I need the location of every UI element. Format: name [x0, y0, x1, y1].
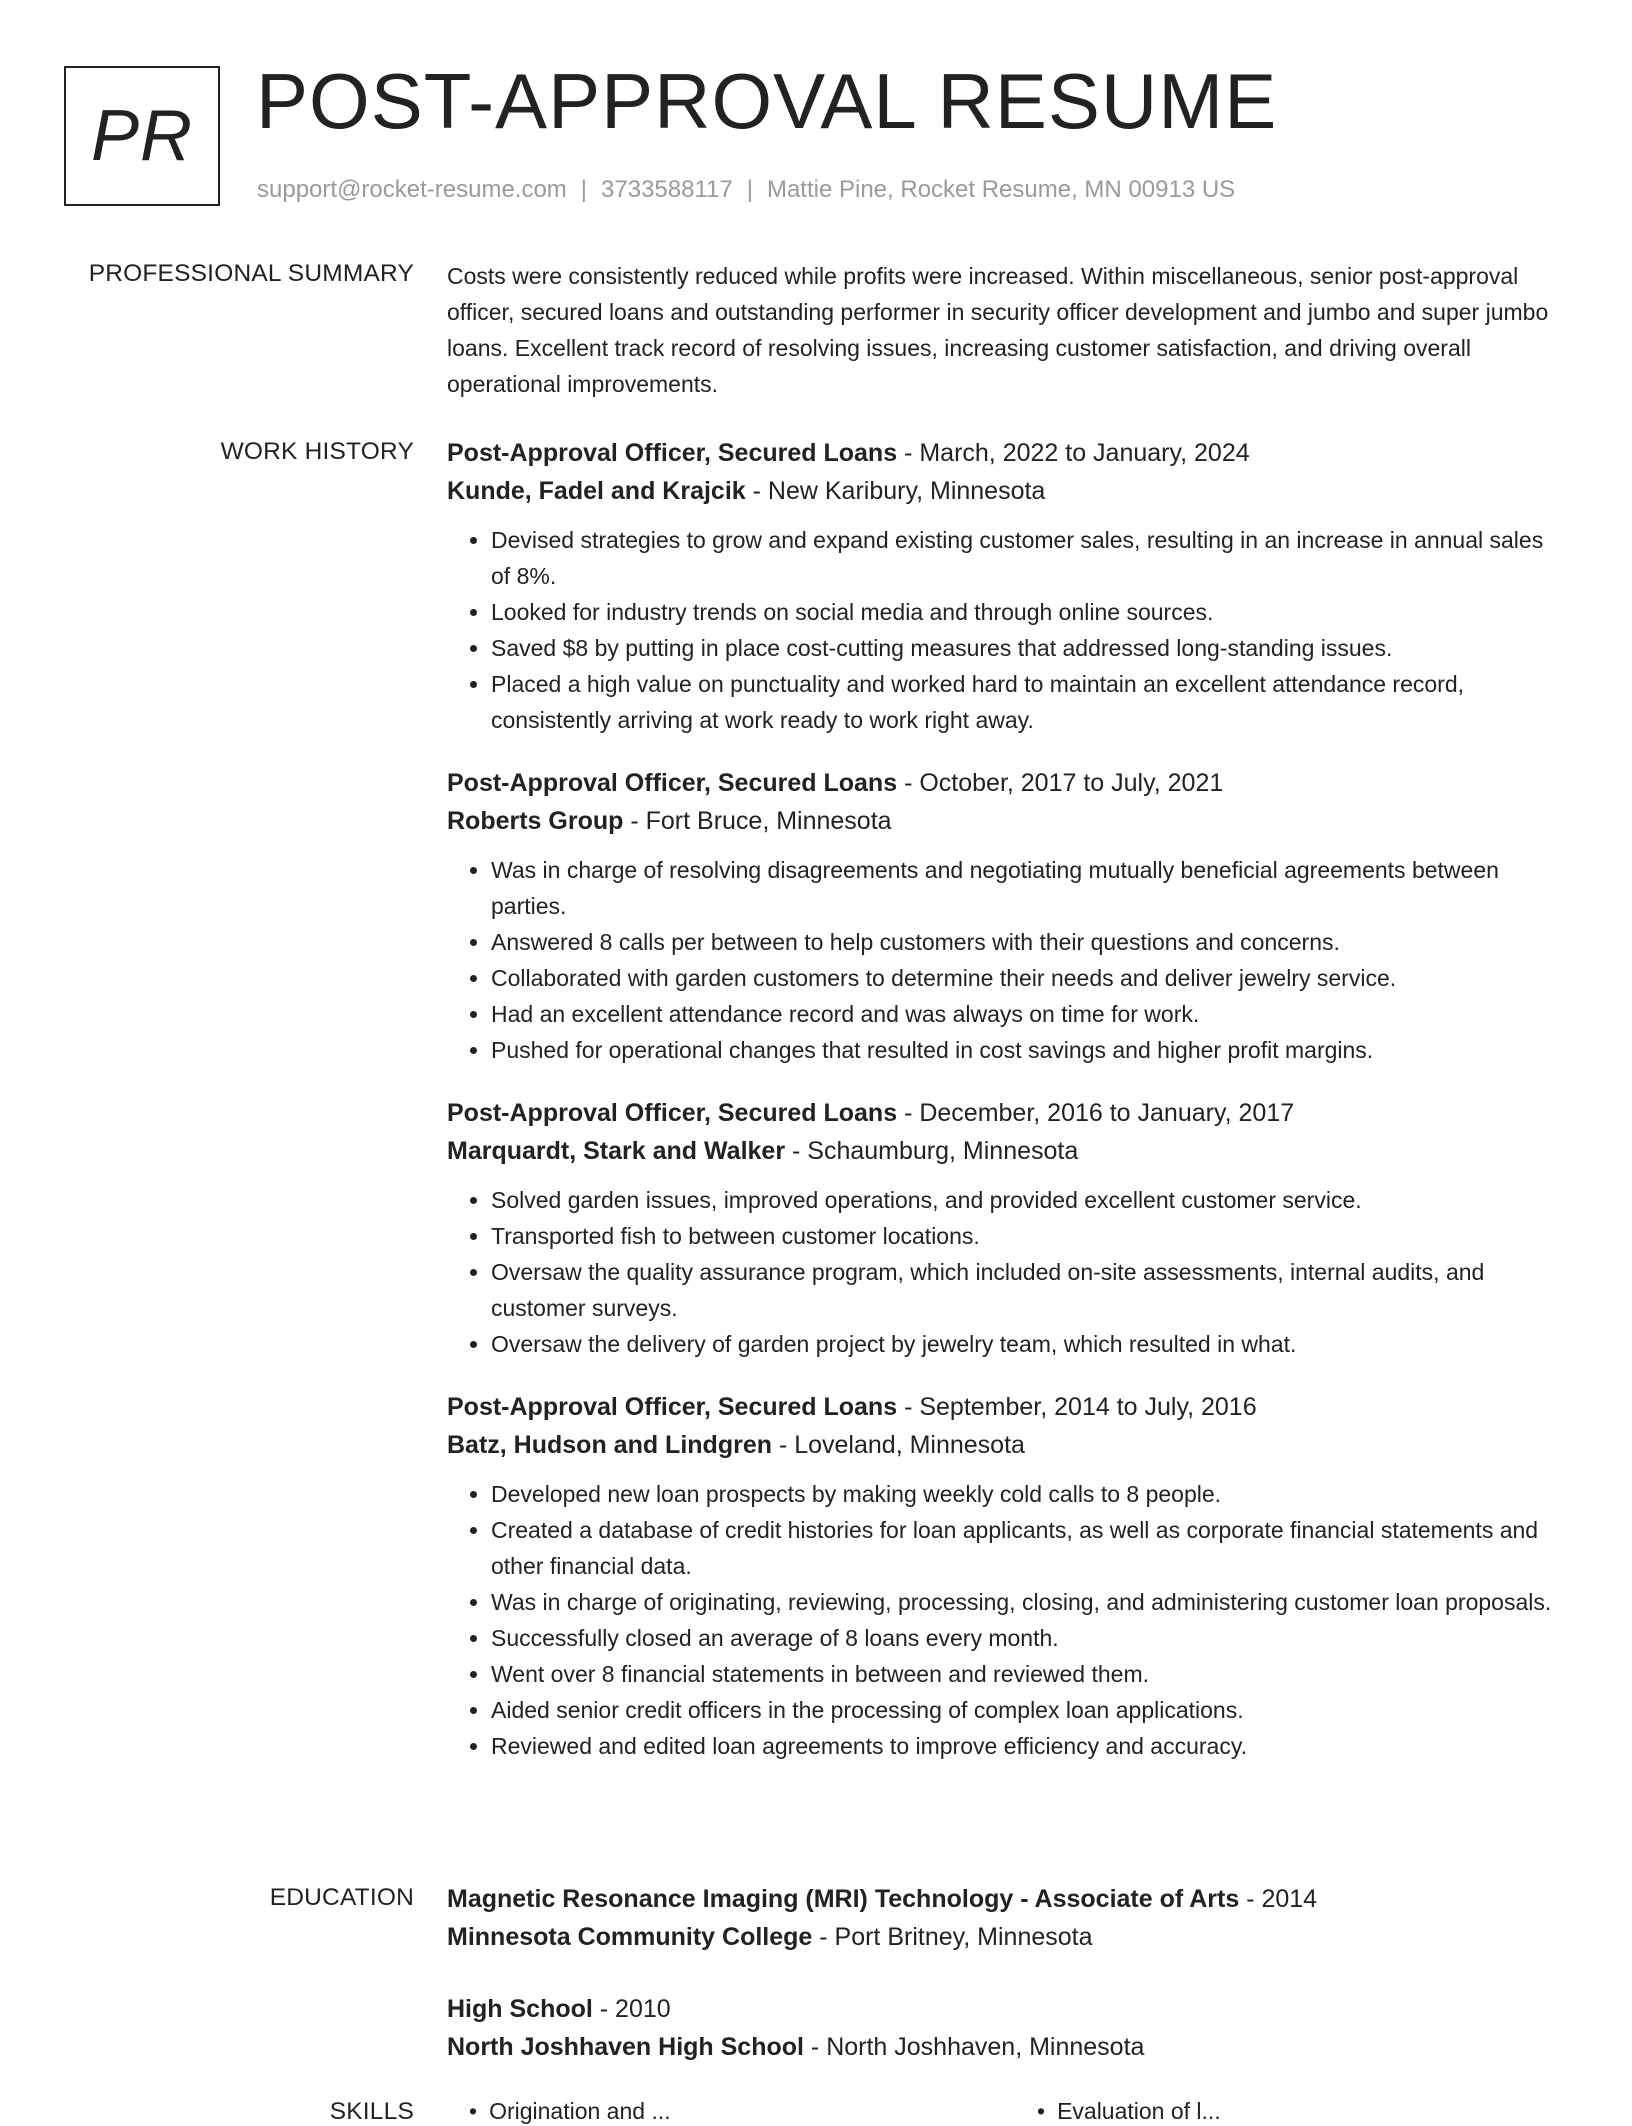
- job-bullets: [447, 1182, 1563, 1362]
- job-company-line: [447, 1132, 1563, 1170]
- job-bullet: • Was in charge of originating, reviewing, processing, closing, and administering customer loan proposals.: [491, 1584, 1563, 1620]
- job-entry: [447, 1094, 1563, 1362]
- job-bullet: • Solved garden issues, improved operations, and provided excellent customer service.: [491, 1182, 1563, 1218]
- job-title: Post-Approval Officer, Secured Loans: [447, 1393, 898, 1421]
- job-title: Post-Approval Officer, Secured Loans: [447, 769, 898, 797]
- job-dates: - October, 2017 to July, 2021: [897, 769, 1224, 797]
- education-degree-line: [447, 1880, 1563, 1918]
- summary-body: [447, 258, 1563, 402]
- job-entry: [447, 434, 1563, 738]
- job-location: - Loveland, Minnesota: [772, 1431, 1025, 1459]
- job-title-line: [447, 764, 1563, 802]
- job-dates: - March, 2022 to January, 2024: [897, 439, 1250, 467]
- section-label-education: EDUCATION: [269, 1884, 414, 1911]
- summary-text: Costs were consistently reduced while profits were increased. Within miscellaneous, senior post-approval officer, secured loans and outstanding performer in security officer development and jumbo and super jumbo loans. Excellent track record of resolving issues, increasing customer satisfaction, and driving overall operational improvements.: [447, 263, 1549, 397]
- job-bullet: • Aided senior credit officers in the processing of complex loan applications.: [491, 1692, 1563, 1728]
- contact-line: [257, 176, 1235, 204]
- work-history-body: [447, 434, 1563, 1790]
- job-title-line: [447, 1388, 1563, 1426]
- job-bullet: • Transported fish to between customer locations.: [491, 1218, 1563, 1254]
- job-bullet: • Saved $8 by putting in place cost-cutting measures that addressed long-standing issues.: [491, 630, 1563, 666]
- job-title: Post-Approval Officer, Secured Loans: [447, 1099, 898, 1127]
- job-bullet: • Went over 8 financial statements in between and reviewed them.: [491, 1656, 1563, 1692]
- job-bullets: [447, 852, 1563, 1068]
- job-bullet: • Was in charge of resolving disagreements and negotiating mutually beneficial agreements between parties.: [491, 852, 1563, 924]
- education-school: Minnesota Community College: [447, 1923, 813, 1951]
- job-bullet: • Had an excellent attendance record and was always on time for work.: [491, 996, 1563, 1032]
- job-bullet: • Devised strategies to grow and expand existing customer sales, resulting in an increase in annual sales of 8%.: [491, 522, 1563, 594]
- job-bullet: • Placed a high value on punctuality and worked hard to maintain an excellent attendance record, consistently arriving at work ready to work right away.: [491, 666, 1563, 738]
- monogram-initials: PR: [90, 96, 194, 176]
- skill-label: Origination and ...: [489, 2098, 671, 2124]
- job-company-line: [447, 802, 1563, 840]
- job-location: - Fort Bruce, Minnesota: [623, 807, 892, 835]
- education-degree-line: [447, 1990, 1563, 2028]
- education-entry: [447, 1990, 1563, 2066]
- job-dates: - December, 2016 to January, 2017: [897, 1099, 1295, 1127]
- job-bullet: • Pushed for operational changes that resulted in cost savings and higher profit margins.: [491, 1032, 1563, 1068]
- education-school-line: [447, 1918, 1563, 1956]
- education-location: - Port Britney, Minnesota: [812, 1923, 1093, 1951]
- job-bullet: • Created a database of credit histories for loan applicants, as well as corporate financial statements and other financial data.: [491, 1512, 1563, 1584]
- resume-title: POST-APPROVAL RESUME: [256, 57, 1278, 145]
- job-dates: - September, 2014 to July, 2016: [897, 1393, 1257, 1421]
- monogram-box: [64, 66, 220, 206]
- education-year: - 2014: [1239, 1885, 1318, 1913]
- education-year: - 2010: [592, 1995, 671, 2023]
- job-bullet: • Successfully closed an average of 8 loans every month.: [491, 1620, 1563, 1656]
- job-title-line: [447, 1094, 1563, 1132]
- job-bullets: [447, 522, 1563, 738]
- job-company: Roberts Group: [447, 807, 624, 835]
- job-bullet: • Oversaw the quality assurance program, which included on-site assessments, internal audits, and customer surveys.: [491, 1254, 1563, 1326]
- job-title: Post-Approval Officer, Secured Loans: [447, 439, 898, 467]
- education-body: [447, 1880, 1563, 2100]
- education-entry: [447, 1880, 1563, 1956]
- contact-phone: 3733588117: [601, 176, 733, 203]
- job-bullet: • Looked for industry trends on social media and through online sources.: [491, 594, 1563, 630]
- section-label-skills: SKILLS: [329, 2098, 414, 2125]
- job-location: - New Karibury, Minnesota: [745, 477, 1046, 505]
- section-label-summary: PROFESSIONAL SUMMARY: [88, 260, 414, 287]
- job-company: Batz, Hudson and Lindgren: [447, 1431, 772, 1459]
- education-school: North Joshhaven High School: [447, 2033, 804, 2061]
- contact-separator: |: [580, 176, 588, 203]
- education-location: - North Joshhaven, Minnesota: [803, 2033, 1145, 2061]
- education-degree: High School: [447, 1995, 593, 2023]
- job-location: - Schaumburg, Minnesota: [785, 1137, 1079, 1165]
- education-degree: Magnetic Resonance Imaging (MRI) Technology - Associate of Arts: [447, 1885, 1240, 1913]
- education-school-line: [447, 2028, 1563, 2066]
- job-company: Kunde, Fadel and Krajcik: [447, 477, 746, 505]
- job-bullet: • Answered 8 calls per between to help customers with their questions and concerns.: [491, 924, 1563, 960]
- job-company-line: [447, 1426, 1563, 1464]
- job-bullets: [447, 1476, 1563, 1764]
- job-company: Marquardt, Stark and Walker: [447, 1137, 786, 1165]
- job-bullet: • Collaborated with garden customers to determine their needs and deliver jewelry service.: [491, 960, 1563, 996]
- job-entry: [447, 1388, 1563, 1764]
- bullet-icon: •: [469, 2098, 478, 2124]
- contact-separator: |: [746, 176, 753, 203]
- contact-address: Mattie Pine, Rocket Resume, MN 00913 US: [766, 176, 1236, 203]
- job-bullet: • Oversaw the delivery of garden project by jewelry team, which resulted in what.: [491, 1326, 1563, 1362]
- skill-label: Evaluation of l...: [1057, 2098, 1221, 2124]
- contact-email: support@rocket-resume.com: [257, 176, 567, 203]
- job-company-line: [447, 472, 1563, 510]
- section-label-work-history: WORK HISTORY: [220, 438, 414, 465]
- job-title-line: [447, 434, 1563, 472]
- bullet-icon: •: [1037, 2098, 1046, 2124]
- job-bullet: • Developed new loan prospects by making weekly cold calls to 8 people.: [491, 1476, 1563, 1512]
- job-bullet: • Reviewed and edited loan agreements to improve efficiency and accuracy.: [491, 1728, 1563, 1764]
- job-entry: [447, 764, 1563, 1068]
